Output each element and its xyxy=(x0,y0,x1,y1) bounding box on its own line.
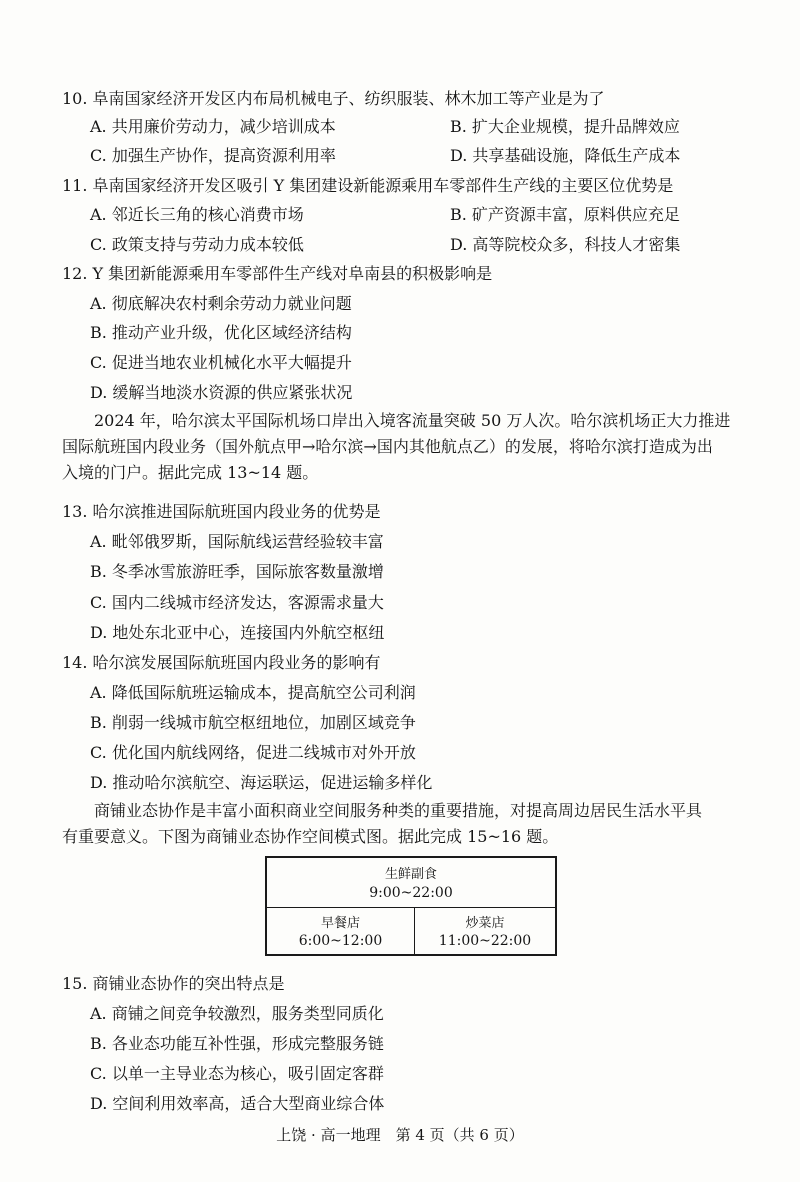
question-10-option-c: C. 加强生产协作，提高资源利用率 xyxy=(90,146,336,165)
diagram-stir-fry-label: 炒菜店 xyxy=(465,916,505,931)
question-15-option-b: B. 各业态功能互补性强，形成完整服务链 xyxy=(90,1034,384,1053)
passage-15-16-line-1: 商铺业态协作是丰富小面积商业空间服务种类的重要措施，对提高周边居民生活水平具 xyxy=(94,801,703,820)
passage-15-16 xyxy=(62,798,770,850)
question-10-option-a: A. 共用廉价劳动力，减少培训成本 xyxy=(90,117,336,136)
diagram-stir-fry-cell xyxy=(415,908,555,956)
diagram-breakfast-label: 早餐店 xyxy=(320,916,360,931)
question-15-option-c: C. 以单一主导业态为核心，吸引固定客群 xyxy=(90,1064,384,1083)
question-11-option-d: D. 高等院校众多，科技人才密集 xyxy=(450,235,681,254)
question-13-option-b: B. 冬季冰雪旅游旺季，国际旅客数量激增 xyxy=(90,562,384,581)
question-12-option-b: B. 推动产业升级，优化区域经济结构 xyxy=(90,323,352,342)
page-footer: 上饶 · 高一地理 第 4 页（共 6 页） xyxy=(276,1126,524,1144)
question-14-stem: 14. 哈尔滨发展国际航班国内段业务的影响有 xyxy=(62,653,381,672)
diagram-fresh-food-cell xyxy=(267,858,555,908)
passage-13-14-line-1: 2024 年，哈尔滨太平国际机场口岸出入境客流量突破 50 万人次。哈尔滨机场正大力推进 xyxy=(94,411,731,430)
diagram-stir-fry-hours: 11:00~22:00 xyxy=(438,933,532,949)
question-14-option-a: A. 降低国际航班运输成本，提高航空公司利润 xyxy=(90,683,416,702)
diagram-breakfast-hours: 6:00~12:00 xyxy=(298,933,383,949)
question-13-option-d: D. 地处东北亚中心，连接国内外航空枢纽 xyxy=(90,623,385,642)
question-11-option-a: A. 邻近长三角的核心消费市场 xyxy=(90,205,304,224)
question-12-option-d: D. 缓解当地淡水资源的供应紧张状况 xyxy=(90,383,353,402)
passage-15-16-line-2: 有重要意义。下图为商铺业态协作空间模式图。据此完成 15~16 题。 xyxy=(62,827,559,846)
question-10-option-b: B. 扩大企业规模，提升品牌效应 xyxy=(450,117,680,136)
question-10-option-d: D. 共享基础设施，降低生产成本 xyxy=(450,146,681,165)
shop-cooperation-diagram xyxy=(265,856,557,956)
diagram-fresh-food-hours: 9:00~22:00 xyxy=(369,885,453,901)
question-14-option-c: C. 优化国内航线网络，促进二线城市对外开放 xyxy=(90,743,416,762)
question-14-option-d: D. 推动哈尔滨航空、海运联运，促进运输多样化 xyxy=(90,773,433,792)
question-15-stem: 15. 商铺业态协作的突出特点是 xyxy=(62,974,285,993)
question-13-option-a: A. 毗邻俄罗斯，国际航线运营经验较丰富 xyxy=(90,532,384,551)
question-10-stem: 10. 阜南国家经济开发区内布局机械电子、纺织服装、林木加工等产业是为了 xyxy=(62,89,605,108)
question-11-option-c: C. 政策支持与劳动力成本较低 xyxy=(90,235,304,254)
question-12-stem: 12. Y 集团新能源乘用车零部件生产线对阜南县的积极影响是 xyxy=(62,264,493,283)
question-12-option-a: A. 彻底解决农村剩余劳动力就业问题 xyxy=(90,294,352,313)
question-15-option-d: D. 空间利用效率高，适合大型商业综合体 xyxy=(90,1094,385,1113)
question-14-option-b: B. 削弱一线城市航空枢纽地位，加剧区域竞争 xyxy=(90,713,416,732)
passage-13-14-line-2: 国际航班国内段业务（国外航点甲→哈尔滨→国内其他航点乙）的发展，将哈尔滨打造成为出 xyxy=(62,437,713,456)
diagram-fresh-food-label: 生鲜副食 xyxy=(384,867,437,882)
question-13-option-c: C. 国内二线城市经济发达，客源需求量大 xyxy=(90,593,384,612)
passage-13-14-line-3: 入境的门户。据此完成 13~14 题。 xyxy=(62,463,319,482)
question-11-stem: 11. 阜南国家经济开发区吸引 Y 集团建设新能源乘用车零部件生产线的主要区位优势是 xyxy=(62,176,674,195)
diagram-breakfast-cell xyxy=(267,908,415,956)
question-15-option-a: A. 商铺之间竞争较激烈，服务类型同质化 xyxy=(90,1004,384,1023)
question-13-stem: 13. 哈尔滨推进国际航班国内段业务的优势是 xyxy=(62,502,381,521)
question-11-option-b: B. 矿产资源丰富，原料供应充足 xyxy=(450,205,680,224)
question-12-option-c: C. 促进当地农业机械化水平大幅提升 xyxy=(90,353,352,372)
passage-13-14 xyxy=(62,408,770,486)
